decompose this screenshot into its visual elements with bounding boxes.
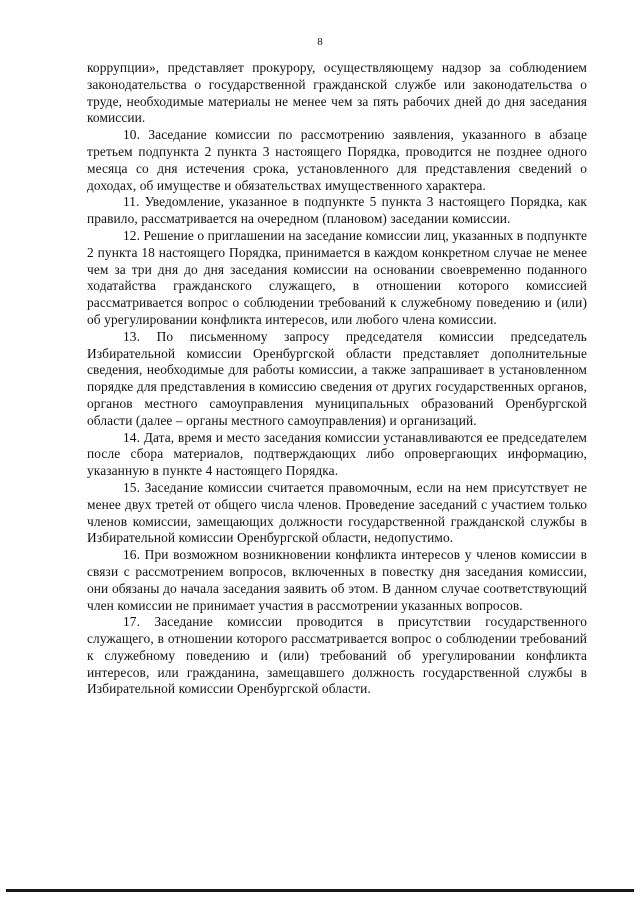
paragraph-17: 17. Заседание комиссии проводится в присутствии государственного служащего, в отношении которого рассматривается вопрос о соблюдении требований к служебному поведению и (или) требований об урегулировании конфликта интересов, или гражданина, замещавшего должность государственной службы в Избирательной комиссии Оренбургской области.: [87, 614, 587, 697]
paragraph-16: 16. При возможном возникновении конфликта интересов у членов комиссии в связи с рассмотрением вопросов, включенных в повестку дня заседания комиссии, они обязаны до начала заседания заявить об этом. В данном случае соответствующий член комиссии не принимает участия в рассмотрении указанных вопросов.: [87, 547, 587, 613]
paragraph-continuation: коррупции», представляет прокурору, осуществляющему надзор за соблюдением законодательства о государственной гражданской службе или законодательства о труде, необходимые материалы не менее чем за пять рабочих дней до дня заседания комиссии.: [87, 60, 587, 126]
paragraph-11: 11. Уведомление, указанное в подпункте 5 пункта 3 настоящего Порядка, как правило, рассматривается на очередном (плановом) заседании комиссии.: [87, 194, 587, 227]
page-number: 8: [317, 36, 323, 48]
paragraph-12: 12. Решение о приглашении на заседание комиссии лиц, указанных в подпункте 2 пункта 18 настоящего Порядка, принимается в каждом конкретном случае не менее чем за три дня до дня заседания комиссии на основании своевременно поданного ходатайства гражданского служащего, в отношении которого комиссией рассматривается вопрос о соблюдении требований к служебному поведению и (или) об урегулировании конфликта интересов, или любого члена комиссии.: [87, 227, 587, 327]
paragraph-10: 10. Заседание комиссии по рассмотрению заявления, указанного в абзаце третьем подпункта 2 пункта 3 настоящего Порядка, проводится не позднее одного месяца со дня истечения срока, установленного для представления сведений о доходах, об имуществе и обязательствах имущественного характера.: [87, 127, 587, 193]
paragraph-13: 13. По письменному запросу председателя комиссии председатель Избирательной комиссии Оренбургской области представляет дополнительные сведения, необходимые для работы комиссии, а также запрашивает в установленном порядке для представления в комиссию сведения от других государственных органов, органов местного самоуправления муниципальных образований Оренбургской области (далее – органы местного самоуправления) и организаций.: [87, 328, 587, 428]
bottom-rule: [6, 889, 634, 892]
paragraph-15: 15. Заседание комиссии считается правомочным, если на нем присутствует не менее двух третей от общего числа членов. Проведение заседаний с участием только членов комиссии, замещающих должности государственной гражданской службы в Избирательной комиссии Оренбургской области, недопустимо.: [87, 479, 587, 546]
document-body: [87, 60, 587, 698]
paragraph-14: 14. Дата, время и место заседания комиссии устанавливаются ее председателем после сбора материалов, подтверждающих либо опровергающих информацию, указанную в пункте 4 настоящего Порядка.: [87, 429, 587, 479]
